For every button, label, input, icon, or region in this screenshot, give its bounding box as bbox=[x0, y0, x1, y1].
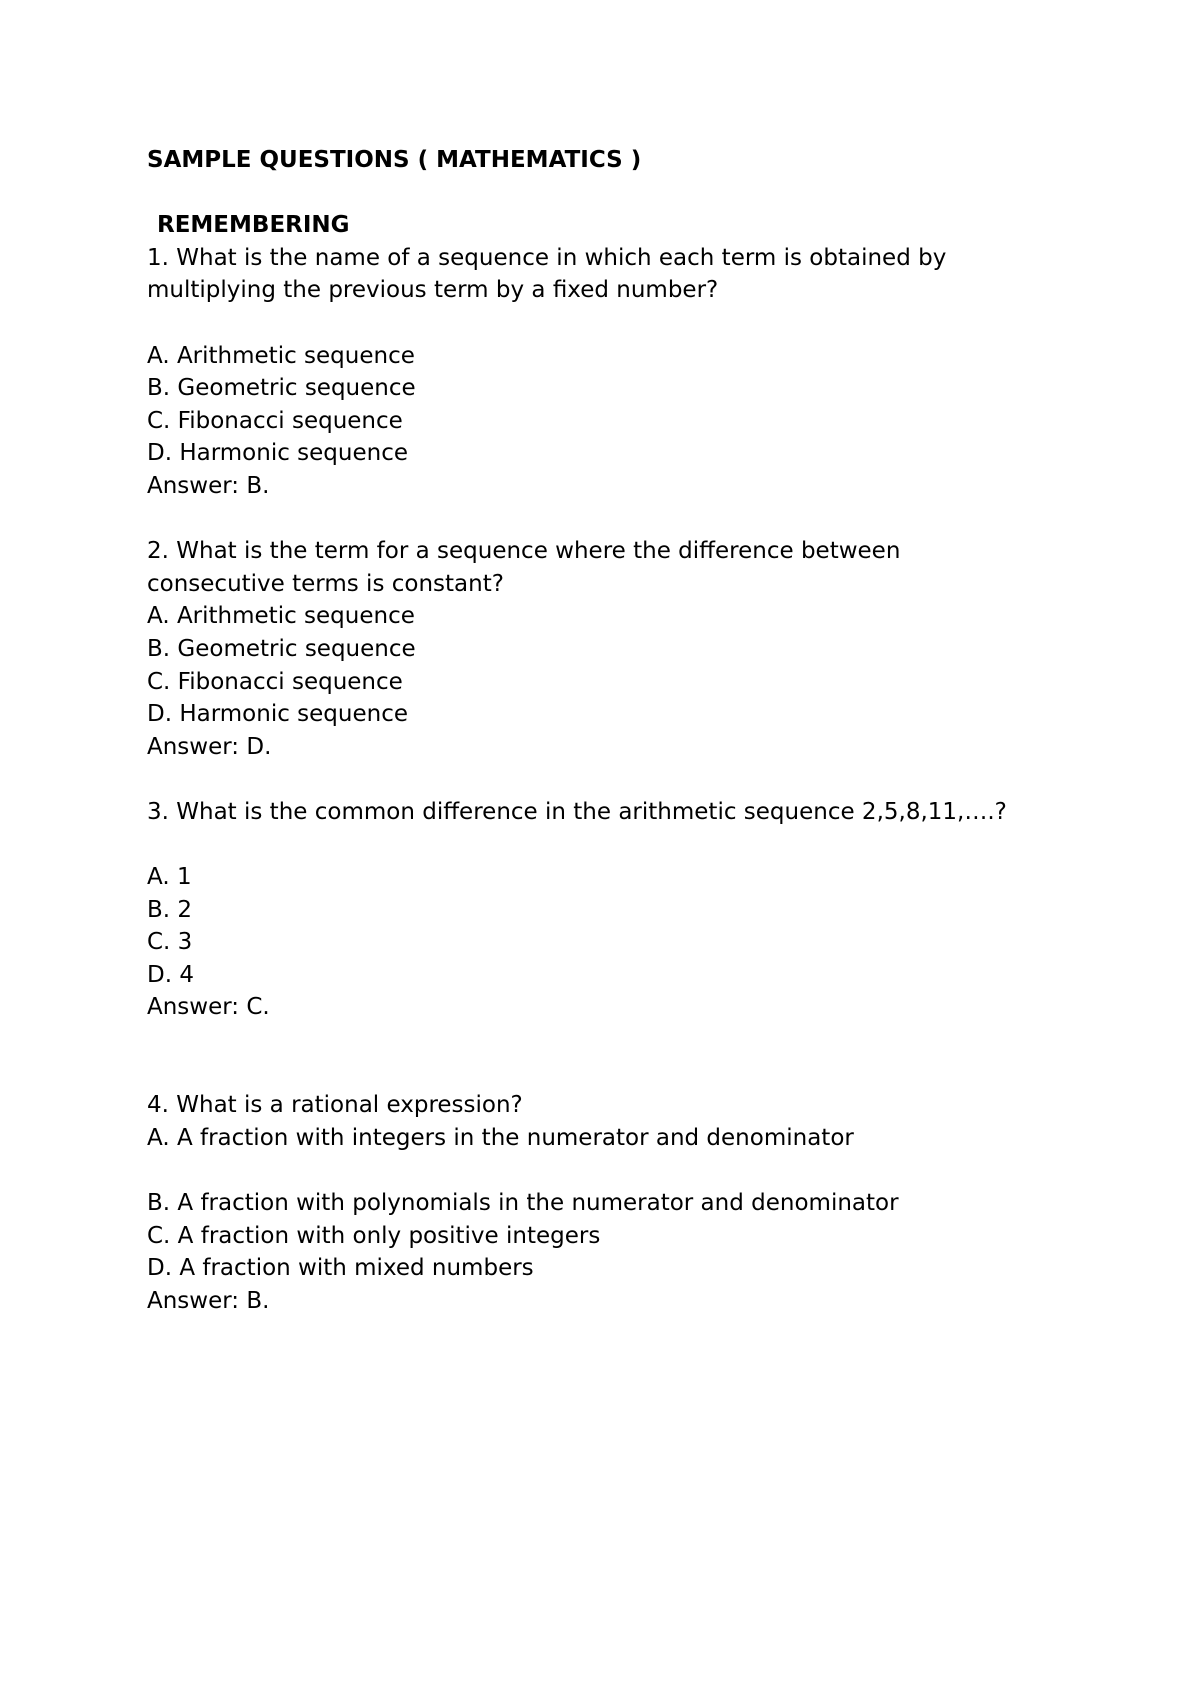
option-c: C. Fibonacci sequence bbox=[147, 407, 403, 434]
question-text: consecutive terms is constant? bbox=[147, 570, 504, 597]
spacer bbox=[147, 763, 1107, 796]
spacer bbox=[147, 307, 1107, 340]
spacer bbox=[147, 177, 1107, 210]
question-1 bbox=[147, 242, 1107, 503]
option-b: B. Geometric sequence bbox=[147, 375, 416, 402]
option-a: A. A fraction with integers in the numerator and denominator bbox=[147, 1124, 854, 1151]
option-d: D. Harmonic sequence bbox=[147, 701, 409, 728]
answer-line: Answer: B. bbox=[147, 472, 270, 499]
question-3 bbox=[147, 796, 1107, 1024]
question-text: 1. What is the name of a sequence in which each term is obtained by bbox=[147, 244, 947, 271]
question-text: 4. What is a rational expression? bbox=[147, 1092, 523, 1119]
option-a: A. 1 bbox=[147, 864, 192, 891]
option-b: B. 2 bbox=[147, 896, 193, 923]
option-c: C. Fibonacci sequence bbox=[147, 668, 403, 695]
spacer bbox=[147, 828, 1107, 861]
document-page bbox=[147, 144, 1107, 1317]
spacer bbox=[147, 503, 1107, 536]
spacer bbox=[147, 1024, 1107, 1057]
spacer bbox=[147, 1057, 1107, 1090]
option-c: C. 3 bbox=[147, 929, 193, 956]
answer-line: Answer: B. bbox=[147, 1287, 270, 1314]
answer-line: Answer: D. bbox=[147, 733, 272, 760]
question-4 bbox=[147, 1089, 1107, 1317]
option-d: D. A fraction with mixed numbers bbox=[147, 1255, 534, 1282]
option-a: A. Arithmetic sequence bbox=[147, 342, 415, 369]
question-text: multiplying the previous term by a fixed number? bbox=[147, 277, 719, 304]
answer-line: Answer: C. bbox=[147, 994, 270, 1021]
option-c: C. A fraction with only positive integers bbox=[147, 1222, 601, 1249]
question-text: 2. What is the term for a sequence where the difference between bbox=[147, 538, 901, 565]
question-text: 3. What is the common difference in the arithmetic sequence 2,5,8,11,….? bbox=[147, 798, 1007, 825]
question-2 bbox=[147, 535, 1107, 763]
spacer bbox=[147, 1154, 1107, 1187]
option-b: B. Geometric sequence bbox=[147, 635, 416, 662]
option-d: D. Harmonic sequence bbox=[147, 440, 409, 467]
document-title: SAMPLE QUESTIONS ( MATHEMATICS ) bbox=[147, 147, 642, 173]
section-heading: REMEMBERING bbox=[157, 212, 350, 239]
option-a: A. Arithmetic sequence bbox=[147, 603, 415, 630]
option-b: B. A fraction with polynomials in the numerator and denominator bbox=[147, 1190, 899, 1216]
option-d: D. 4 bbox=[147, 961, 194, 988]
